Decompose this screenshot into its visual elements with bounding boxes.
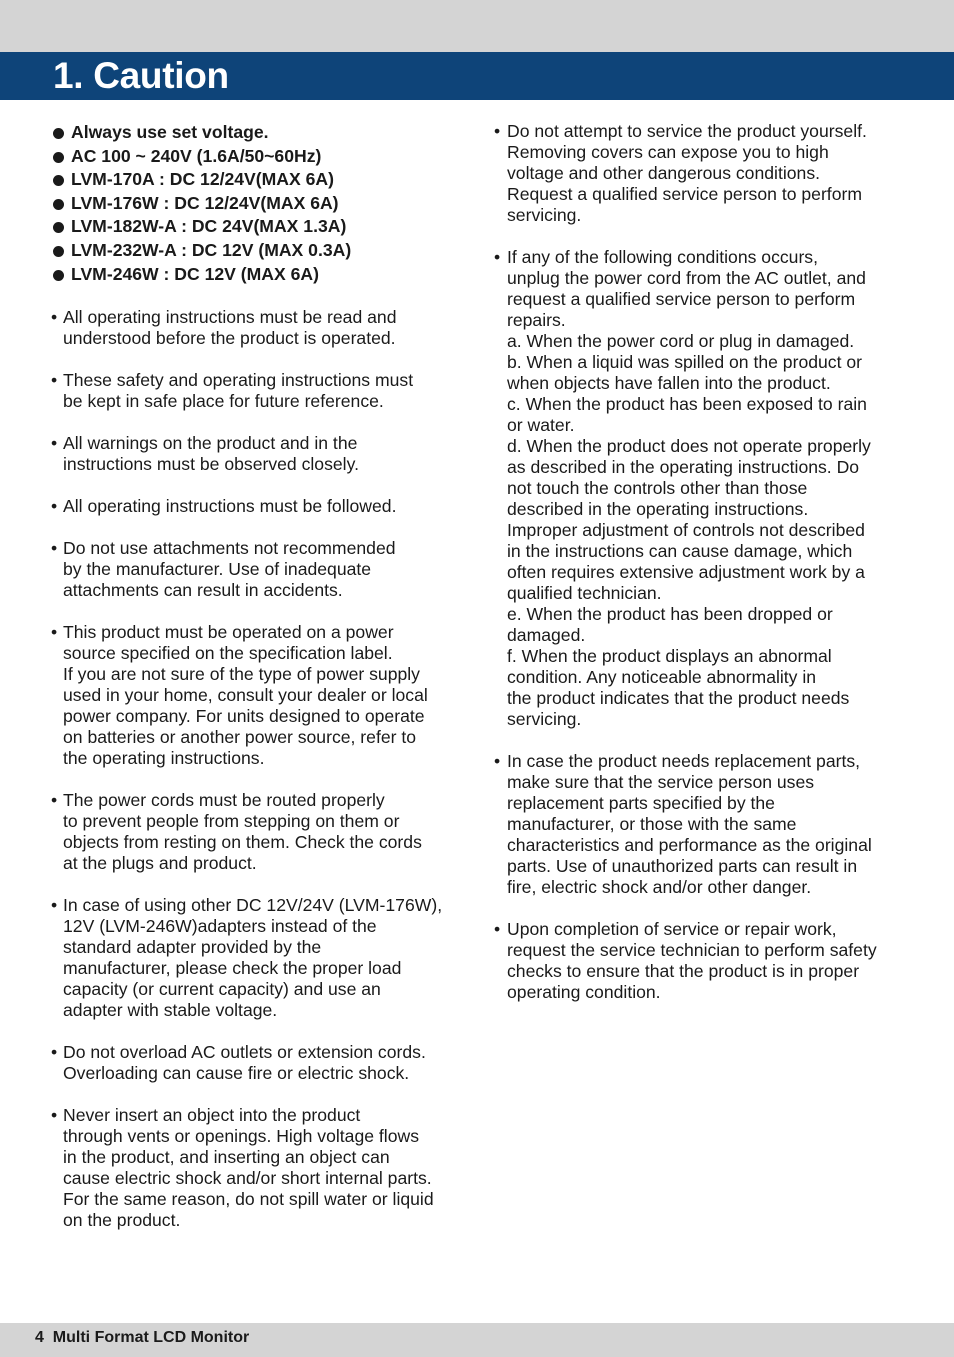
- spec-item: [50, 145, 470, 169]
- caution-item: [50, 622, 470, 769]
- bullet-icon: [53, 246, 64, 257]
- caution-text: Never insert an object into the product through vents or openings. High voltage flows in the product, and inserting an object can cause electric shock and/or short internal parts. For the same reason, do not spill water or liquid on the product.: [63, 1105, 434, 1231]
- caution-item: [50, 538, 470, 601]
- bullet-icon: •: [51, 1105, 58, 1126]
- caution-text: All operating instructions must be read and understood before the product is operated.: [63, 307, 397, 349]
- caution-item: [50, 895, 470, 1021]
- top-band: [0, 0, 954, 52]
- spec-text: LVM-176W : DC 12/24V(MAX 6A): [71, 192, 339, 213]
- bullet-icon: •: [51, 496, 58, 517]
- bullet-icon: •: [51, 538, 58, 559]
- bullet-icon: •: [494, 247, 501, 267]
- spec-text: Always use set voltage.: [71, 122, 269, 142]
- caution-text: If any of the following conditions occurs, unplug the power cord from the AC outlet, and request a qualified service person to perform repairs. a. When the power cord or plug in damaged. b. When a liquid was spilled on the product or when objects have fallen into the product. c. When the product has been exposed to rain or water. d. When the product does not operate properly as described in the operating instructions. Do not touch the controls other than those described in the operating instructions. Improper adjustment of controls not described in the instructions can cause damage, which often requires extensive adjustment work by a qualified technician. e. When the product has been dropped or damaged. f. When the product displays an abnormal condition. Any noticeable abnormality in the product indicates that the product needs servicing.: [507, 247, 871, 729]
- bullet-icon: [53, 152, 64, 163]
- caution-text: Do not overload AC outlets or extension cords. Overloading can cause fire or electric shock.: [63, 1042, 426, 1084]
- caution-text: Upon completion of service or repair work, request the service technician to perform safety checks to ensure that the product is in proper operating condition.: [507, 919, 877, 1002]
- bullet-icon: •: [494, 919, 501, 939]
- bullet-icon: •: [51, 370, 58, 391]
- page-number: 4: [35, 1329, 44, 1346]
- footer: [35, 1328, 249, 1348]
- caution-text: In case of using other DC 12V/24V (LVM-176W), 12V (LVM-246W)adapters instead of the standard adapter provided by the manufacturer, please check the proper load capacity (or current capacity) and use an adapter with stable voltage.: [63, 895, 443, 1021]
- caution-text: Do not attempt to service the product yourself. Removing covers can expose you to high voltage and other dangerous conditions. Request a qualified service person to perform servicing.: [507, 121, 867, 225]
- caution-text: In case the product needs replacement parts, make sure that the service person uses replacement parts specified by the manufacturer, or those with the same characteristics and performance as the original parts. Use of unauthorized parts can result in fire, electric shock and/or other danger.: [507, 751, 872, 897]
- caution-item: [50, 790, 470, 874]
- bullet-icon: •: [51, 307, 58, 328]
- caution-text: Do not use attachments not recommended by the manufacturer. Use of inadequate attachments can result in accidents.: [63, 538, 396, 601]
- caution-item: [494, 919, 914, 1003]
- right-column: [494, 121, 914, 1024]
- bullet-icon: [53, 222, 64, 233]
- caution-item: [50, 433, 470, 475]
- caution-item: [494, 751, 914, 898]
- bullet-icon: •: [494, 751, 501, 771]
- bullet-icon: [53, 270, 64, 281]
- bullet-icon: •: [51, 622, 58, 643]
- spec-text: LVM-170A : DC 12/24V(MAX 6A): [71, 169, 334, 190]
- spec-text: LVM-182W-A : DC 24V(MAX 1.3A): [71, 216, 347, 237]
- caution-text: All warnings on the product and in the instructions must be observed closely.: [63, 433, 359, 475]
- bullet-icon: •: [51, 433, 58, 454]
- caution-text: The power cords must be routed properly to prevent people from stepping on them or objects from resting on them. Check the cords at the plugs and product.: [63, 790, 422, 874]
- spec-text: LVM-232W-A : DC 12V (MAX 0.3A): [71, 239, 352, 260]
- caution-item: [50, 307, 470, 349]
- caution-text: All operating instructions must be followed.: [63, 496, 397, 517]
- caution-item: [50, 370, 470, 412]
- spec-text: LVM-246W : DC 12V (MAX 6A): [71, 263, 319, 284]
- spec-item: [50, 215, 470, 239]
- left-column: [50, 121, 470, 1252]
- spec-item: [50, 263, 470, 287]
- caution-item: [50, 496, 470, 517]
- caution-text: This product must be operated on a power source specified on the specification label. If you are not sure of the type of power supply used in your home, consult your dealer or local power company. For units designed to operate on batteries or another power source, refer to the operating instructions.: [63, 622, 428, 769]
- spec-item: [50, 168, 470, 192]
- caution-item: [494, 121, 914, 226]
- spec-item: [50, 121, 470, 145]
- spec-item: [50, 192, 470, 216]
- caution-item: [50, 1105, 470, 1231]
- bullet-icon: [53, 199, 64, 210]
- caution-item: [50, 1042, 470, 1084]
- bullet-icon: •: [494, 121, 501, 141]
- bullet-icon: [53, 175, 64, 186]
- caution-item: [494, 247, 914, 730]
- caution-text: These safety and operating instructions must be kept in safe place for future reference.: [63, 370, 414, 412]
- bullet-icon: •: [51, 895, 58, 916]
- document-title: Multi Format LCD Monitor: [52, 1329, 250, 1346]
- voltage-spec-list: [50, 121, 470, 286]
- page-title: 1. Caution: [53, 55, 229, 96]
- bullet-icon: •: [51, 1042, 58, 1063]
- spec-text: AC 100 ~ 240V (1.6A/50~60Hz): [71, 145, 322, 166]
- spec-item: [50, 239, 470, 263]
- bullet-icon: [53, 128, 64, 139]
- bullet-icon: •: [51, 790, 58, 811]
